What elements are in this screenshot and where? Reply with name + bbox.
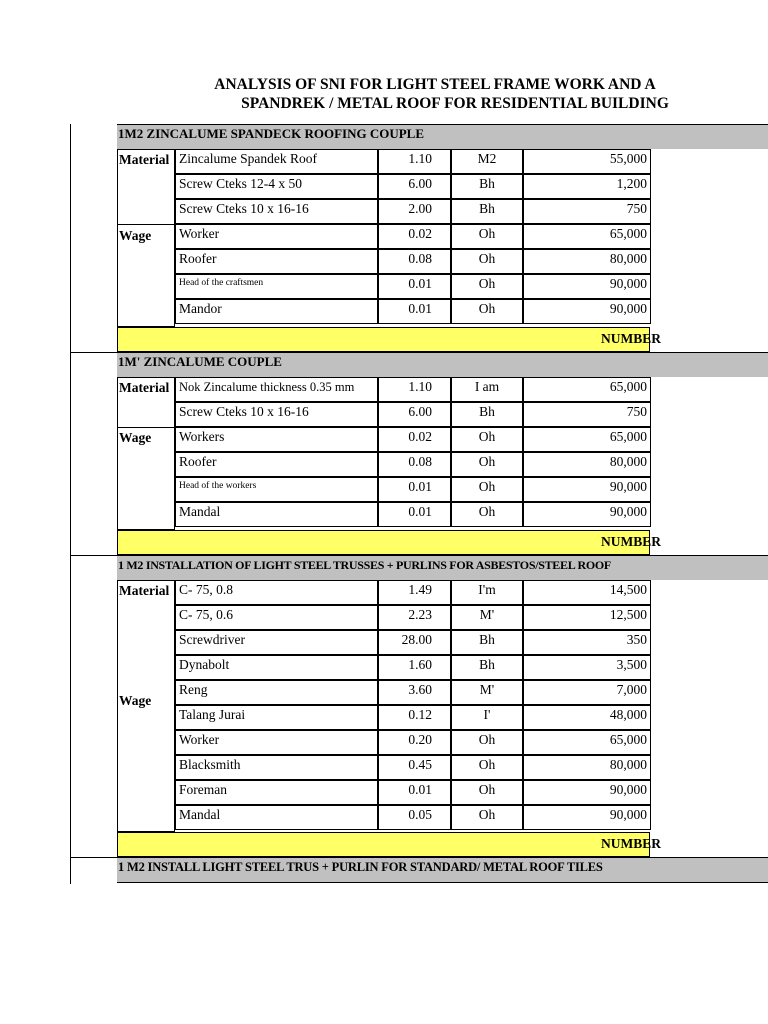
item-unit: Oh [451, 274, 523, 299]
wage-label: Wage [119, 228, 152, 243]
table-row [117, 780, 650, 805]
item-price: 90,000 [523, 299, 651, 324]
item-quantity: 0.05 [378, 805, 451, 830]
section-header [117, 555, 768, 580]
item-name: C- 75, 0.6 [175, 605, 378, 630]
item-price: 350 [523, 630, 651, 655]
item-unit: Bh [451, 655, 523, 680]
item-name: Head of the craftsmen [175, 274, 378, 299]
item-price: 80,000 [523, 755, 651, 780]
item-price: 65,000 [523, 730, 651, 755]
section-header-label: 1 M2 INSTALL LIGHT STEEL TRUS + PURLIN FOR STANDARD/ METAL ROOF TILES [118, 860, 603, 874]
section-header-label: 1M' ZINCALUME COUPLE [118, 354, 282, 369]
item-name: Head of the workers [175, 477, 378, 502]
item-unit: Oh [451, 299, 523, 324]
item-unit: Oh [451, 755, 523, 780]
item-name: Reng [175, 680, 378, 705]
item-quantity: 1.60 [378, 655, 451, 680]
item-price: 80,000 [523, 249, 651, 274]
material-label: Material [119, 152, 170, 167]
item-name: Worker [175, 224, 378, 249]
item-quantity: 2.00 [378, 199, 451, 224]
item-unit: Oh [451, 224, 523, 249]
number-label: NUMBER [601, 534, 661, 549]
table-row [117, 274, 650, 299]
item-price: 65,000 [523, 224, 651, 249]
item-quantity: 2.23 [378, 605, 451, 630]
item-name: Screw Cteks 10 x 16-16 [175, 199, 378, 224]
item-name: Roofer [175, 249, 378, 274]
number-total-row [117, 530, 661, 555]
item-name: Workers [175, 427, 378, 452]
item-unit: I' [451, 705, 523, 730]
item-quantity: 1.10 [378, 377, 451, 402]
item-name: Talang Jurai [175, 705, 378, 730]
item-quantity: 0.02 [378, 427, 451, 452]
section-header [117, 124, 768, 149]
table-row [117, 377, 650, 402]
number-label: NUMBER [601, 836, 661, 851]
item-name: Dynabolt [175, 655, 378, 680]
wage-label: Wage [119, 430, 152, 445]
number-label: NUMBER [601, 331, 661, 346]
item-unit: Oh [451, 249, 523, 274]
section-header [117, 352, 768, 377]
table-row [117, 705, 650, 730]
item-price: 65,000 [523, 377, 651, 402]
item-unit: Oh [451, 805, 523, 830]
material-label: Material [119, 583, 170, 598]
item-unit: I am [451, 377, 523, 402]
table-row [117, 299, 650, 324]
table-row [117, 402, 650, 427]
table-row [117, 502, 650, 527]
item-price: 80,000 [523, 452, 651, 477]
document-title-line-2: SPANDREK / METAL ROOF FOR RESIDENTIAL BUILDING [241, 95, 669, 112]
item-unit: Oh [451, 452, 523, 477]
item-quantity: 0.01 [378, 502, 451, 527]
item-quantity: 0.01 [378, 274, 451, 299]
item-quantity: 28.00 [378, 630, 451, 655]
section-separator [70, 555, 117, 556]
wage-label: Wage [119, 693, 152, 708]
number-total-row [117, 832, 661, 857]
item-price: 750 [523, 402, 651, 427]
table-row [117, 605, 650, 630]
item-name: Mandor [175, 299, 378, 324]
item-unit: Bh [451, 199, 523, 224]
table-row [117, 805, 650, 830]
item-name: Mandal [175, 502, 378, 527]
item-quantity: 0.01 [378, 477, 451, 502]
table-row [117, 630, 650, 655]
item-name: Screwdriver [175, 630, 378, 655]
table-row [117, 580, 650, 605]
section-header-label: 1M2 ZINCALUME SPANDECK ROOFING COUPLE [118, 126, 424, 141]
table-row [117, 224, 650, 249]
item-name: Screw Cteks 10 x 16-16 [175, 402, 378, 427]
item-price: 12,500 [523, 605, 651, 630]
item-quantity: 0.02 [378, 224, 451, 249]
item-price: 90,000 [523, 477, 651, 502]
item-unit: Bh [451, 402, 523, 427]
item-price: 90,000 [523, 274, 651, 299]
item-name: Foreman [175, 780, 378, 805]
item-quantity: 6.00 [378, 402, 451, 427]
item-name: Roofer [175, 452, 378, 477]
item-quantity: 0.20 [378, 730, 451, 755]
item-name: C- 75, 0.8 [175, 580, 378, 605]
item-unit: Oh [451, 730, 523, 755]
item-price: 750 [523, 199, 651, 224]
item-name: Nok Zincalume thickness 0.35 mm [175, 377, 378, 402]
table-row [117, 755, 650, 780]
item-unit: M2 [451, 149, 523, 174]
item-quantity: 0.08 [378, 452, 451, 477]
table-row [117, 427, 650, 452]
item-unit: Bh [451, 174, 523, 199]
item-unit: Oh [451, 780, 523, 805]
table-row [117, 477, 650, 502]
left-border-line [70, 124, 71, 884]
item-price: 55,000 [523, 149, 651, 174]
table-row [117, 149, 650, 174]
item-quantity: 0.12 [378, 705, 451, 730]
item-price: 90,000 [523, 805, 651, 830]
item-quantity: 0.01 [378, 299, 451, 324]
item-name: Zincalume Spandek Roof [175, 149, 378, 174]
item-unit: Oh [451, 427, 523, 452]
item-price: 14,500 [523, 580, 651, 605]
item-quantity: 6.00 [378, 174, 451, 199]
table-row [117, 730, 650, 755]
item-unit: M' [451, 680, 523, 705]
table-row [117, 680, 650, 705]
item-quantity: 0.08 [378, 249, 451, 274]
item-unit: Bh [451, 630, 523, 655]
number-total-row [117, 327, 661, 352]
item-quantity: 0.45 [378, 755, 451, 780]
item-unit: Oh [451, 477, 523, 502]
table-row [117, 655, 650, 680]
item-price: 65,000 [523, 427, 651, 452]
item-price: 7,000 [523, 680, 651, 705]
item-unit: I'm [451, 580, 523, 605]
item-name: Mandal [175, 805, 378, 830]
item-unit: Oh [451, 502, 523, 527]
item-quantity: 1.10 [378, 149, 451, 174]
item-quantity: 0.01 [378, 780, 451, 805]
item-price: 48,000 [523, 705, 651, 730]
section-separator [70, 857, 117, 858]
item-name: Screw Cteks 12-4 x 50 [175, 174, 378, 199]
item-price: 1,200 [523, 174, 651, 199]
item-price: 90,000 [523, 780, 651, 805]
item-name: Worker [175, 730, 378, 755]
material-label: Material [119, 380, 170, 395]
item-unit: M' [451, 605, 523, 630]
section-header [117, 857, 768, 883]
table-row [117, 452, 650, 477]
item-price: 90,000 [523, 502, 651, 527]
section-separator [70, 352, 117, 353]
item-name: Blacksmith [175, 755, 378, 780]
item-quantity: 1.49 [378, 580, 451, 605]
item-quantity: 3.60 [378, 680, 451, 705]
table-row [117, 174, 650, 199]
item-price: 3,500 [523, 655, 651, 680]
table-row [117, 199, 650, 224]
section-header-label: 1 M2 INSTALLATION OF LIGHT STEEL TRUSSES + PURLINS FOR ASBESTOS/STEEL ROOF [118, 558, 611, 572]
table-row [117, 249, 650, 274]
document-title-line-1: ANALYSIS OF SNI FOR LIGHT STEEL FRAME WORK AND A [214, 76, 656, 93]
